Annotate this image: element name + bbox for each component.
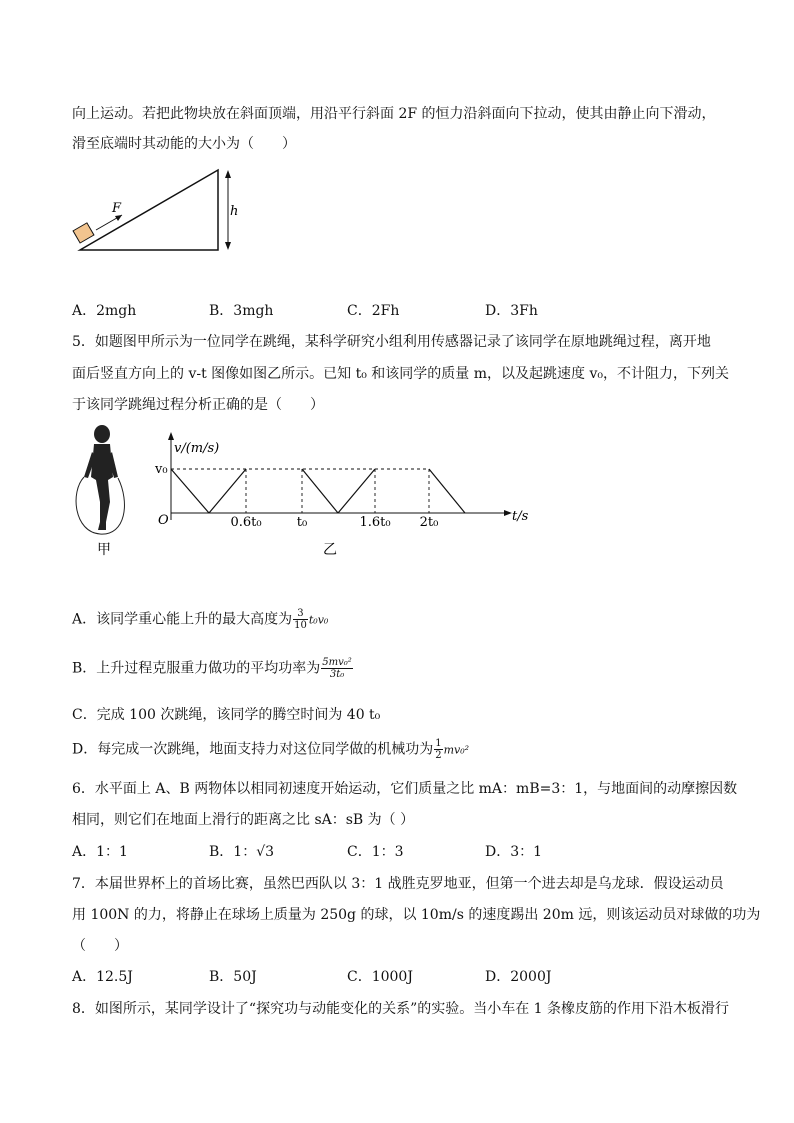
fig-yi-caption: 乙 bbox=[323, 542, 337, 558]
q5-option-d-den: 2 bbox=[435, 750, 442, 761]
q6-option-c: C．1：3 bbox=[347, 844, 404, 860]
q7-option-c: C．1000J bbox=[347, 969, 413, 985]
v0-label: v₀ bbox=[155, 462, 168, 477]
q8-text-line1: 8．如图所示，某同学设计了“探究功与动能变化的关系”的实验。当小车在 1 条橡皮筋的作用下沿木板滑行 bbox=[72, 1001, 730, 1017]
force-label: F bbox=[112, 201, 122, 216]
q7-text-line1: 7．本届世界杯上的首场比赛，虽然巴西队以 3：1 战胜克罗地亚，但第一个进去却是乌龙球．假设运动员 bbox=[72, 876, 724, 892]
q6-option-b: B．1：√3 bbox=[209, 844, 275, 860]
q4-option-a: A．2mgh bbox=[72, 303, 137, 319]
q5-option-b-fraction bbox=[321, 657, 353, 680]
vt-segment-5 bbox=[429, 469, 465, 513]
q7-text-line3: （ ） bbox=[72, 938, 128, 954]
q5-option-d-fraction bbox=[434, 738, 442, 761]
q5-option-b bbox=[72, 657, 354, 680]
incline-diagram bbox=[70, 160, 250, 260]
q4-option-b: B．3mgh bbox=[209, 303, 274, 319]
q5-text-line1: 5．如题图甲所示为一位同学在跳绳，某科学研究小组利用传感器记录了该同学在原地跳绳过程，离开地 bbox=[72, 334, 711, 350]
y-axis-label: v/(m/s) bbox=[174, 441, 220, 456]
q7-text-line2: 用 100N 的力，将静止在球场上质量为 250g 的球，以 10m/s 的速度踢出 20m 远，则该运动员对球做的功为 bbox=[72, 907, 761, 923]
height-label: h bbox=[230, 204, 239, 219]
q4-option-c: C．2Fh bbox=[347, 303, 400, 319]
q5-text-line3: 于该同学跳绳过程分析正确的是（ ） bbox=[72, 397, 324, 413]
q5-option-d-text: D．每完成一次跳绳，地面支持力对这位同学做的机械功为 bbox=[72, 741, 434, 758]
q5-option-a-num: 3 bbox=[293, 608, 308, 620]
q7-option-b: B．50J bbox=[209, 969, 257, 985]
block-icon bbox=[73, 223, 94, 243]
tick-label-1-6t0: 1.6t₀ bbox=[359, 515, 391, 530]
x-axis-label: t/s bbox=[512, 509, 529, 524]
q5-option-a-var: t₀v₀ bbox=[308, 613, 329, 627]
q5-option-d-num: 1 bbox=[435, 738, 442, 749]
q5-option-a bbox=[72, 608, 328, 631]
tick-label-t0: t₀ bbox=[296, 515, 308, 530]
q5-option-b-num: 5mv₀² bbox=[322, 657, 352, 668]
q4-option-d: D．3Fh bbox=[485, 303, 538, 319]
jump-rope-figure bbox=[70, 422, 135, 562]
q5-option-c: C．完成 100 次跳绳，该同学的腾空时间为 40 t₀ bbox=[72, 707, 381, 723]
q4-text-line2: 滑至底端时其动能的大小为（ ） bbox=[72, 136, 296, 152]
q6-option-d: D．3：1 bbox=[485, 844, 543, 860]
q6-option-a: A．1：1 bbox=[72, 844, 128, 860]
tick-label-0-6t0: 0.6t₀ bbox=[230, 515, 262, 530]
q7-option-a: A．12.5J bbox=[72, 969, 133, 985]
vt-graph bbox=[150, 430, 540, 565]
fig-jia-caption: 甲 bbox=[97, 542, 111, 558]
q5-option-b-text: B．上升过程克服重力做功的平均功率为 bbox=[72, 660, 321, 677]
q7-option-d: D．2000J bbox=[485, 969, 552, 985]
vt-segment-4 bbox=[338, 469, 375, 513]
q5-option-a-fraction bbox=[293, 608, 308, 631]
q4-text-line1: 向上运动。若把此物块放在斜面顶端，用沿平行斜面 2F 的恒力沿斜面向下拉动，使其由静止向下滑动， bbox=[72, 106, 716, 122]
q5-option-d bbox=[72, 738, 469, 761]
origin-label: O bbox=[158, 513, 169, 528]
vt-segment-1 bbox=[171, 469, 209, 513]
q5-option-a-den: 10 bbox=[294, 620, 307, 631]
q5-option-d-var: mv₀² bbox=[443, 743, 470, 757]
q5-option-a-text: A．该同学重心能上升的最大高度为 bbox=[72, 611, 293, 628]
q5-option-b-den: 3t₀ bbox=[329, 669, 345, 680]
q5-text-line2: 面后竖直方向上的 v-t 图像如图乙所示。已知 t₀ 和该同学的质量 m，以及起跳速度 v₀，不计阻力，下列关 bbox=[72, 366, 729, 382]
q6-text-line1: 6．水平面上 A、B 两物体以相同初速度开始运动，它们质量之比 mA：mB=3：1，与地面间的动摩擦因数 bbox=[72, 781, 738, 797]
vt-segment-2 bbox=[209, 469, 246, 513]
vt-segment-3 bbox=[302, 469, 338, 513]
tick-label-2t0: 2t₀ bbox=[419, 515, 439, 530]
q6-text-line2: 相同，则它们在地面上滑行的距离之比 sA：sB 为（ ） bbox=[72, 812, 415, 828]
